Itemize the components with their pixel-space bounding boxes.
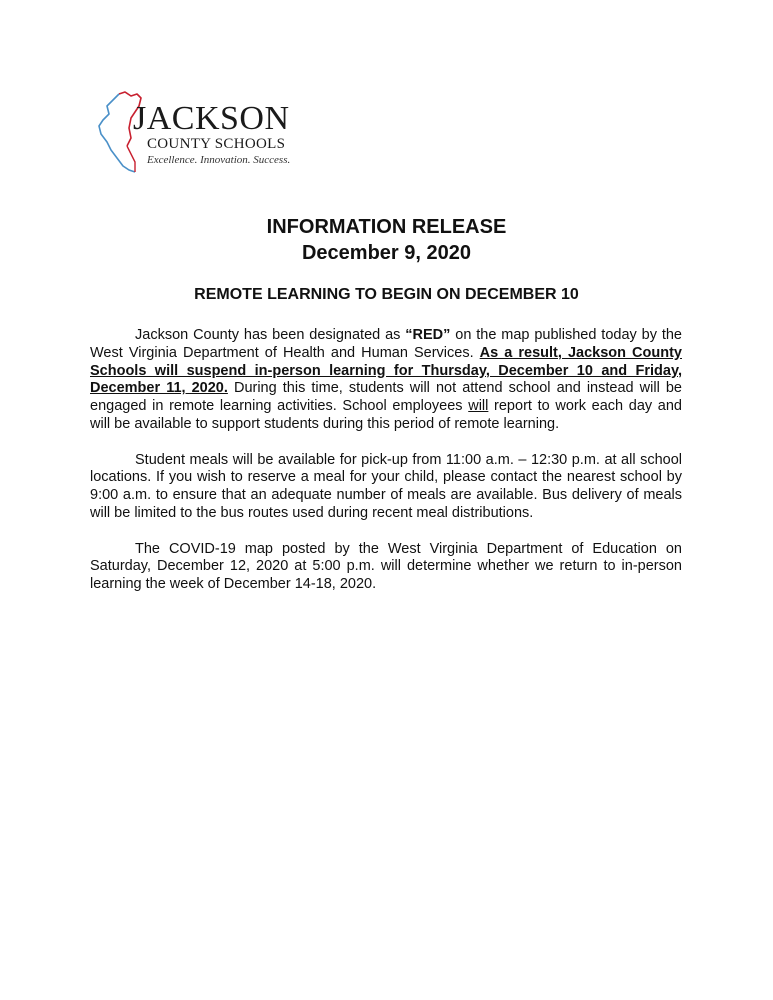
p1-text-g: report to work each day and will be available to support students during this period of remote learning.: [90, 398, 682, 432]
release-title: INFORMATION RELEASE: [266, 216, 507, 238]
logo-tagline: Excellence. Innovation. Success.: [147, 154, 291, 166]
logo-subtitle: COUNTY SCHOOLS: [147, 136, 286, 152]
release-subject: REMOTE LEARNING TO BEGIN ON DECEMBER 10: [194, 286, 579, 303]
p1-text-a: Jackson County has been designated as: [135, 327, 406, 343]
release-body: [90, 327, 682, 612]
release-date: December 9, 2020: [301, 242, 471, 264]
paragraph-designation: [90, 327, 682, 434]
paragraph-covid-map: The COVID-19 map posted by the West Virginia Department of Education on Saturday, December 12, 2020 at 5:00 p.m. will determine whether we return to in-person learning the week of December 14-18, 2020.: [90, 540, 682, 593]
logo-name: JACKSON: [133, 100, 290, 137]
suspension-notice: As a result, Jackson County Schools will suspend in-person learning for Thursday, December 10 and Friday, December 11, 2020.: [90, 344, 682, 397]
district-logo: [95, 88, 295, 178]
paragraph-meals: Student meals will be available for pick-up from 11:00 a.m. – 12:30 p.m. at all school locations. If you wish to reserve a meal for your child, please contact the nearest school by 9:00 a.m. to ensure that an adequate number of meals are available. Bus delivery of meals will be limited to the bus routes used during recent meal distributions.: [90, 451, 682, 521]
will-emphasis: will: [468, 398, 489, 415]
p1-text-e: During this time, students will not attend school and instead will be engaged in remote learning activities. School employees: [90, 380, 682, 415]
red-status-text: “RED”: [405, 327, 451, 343]
p1-text-c: on the map published today by the West Virginia Department of Health and Human Services.: [90, 327, 682, 361]
